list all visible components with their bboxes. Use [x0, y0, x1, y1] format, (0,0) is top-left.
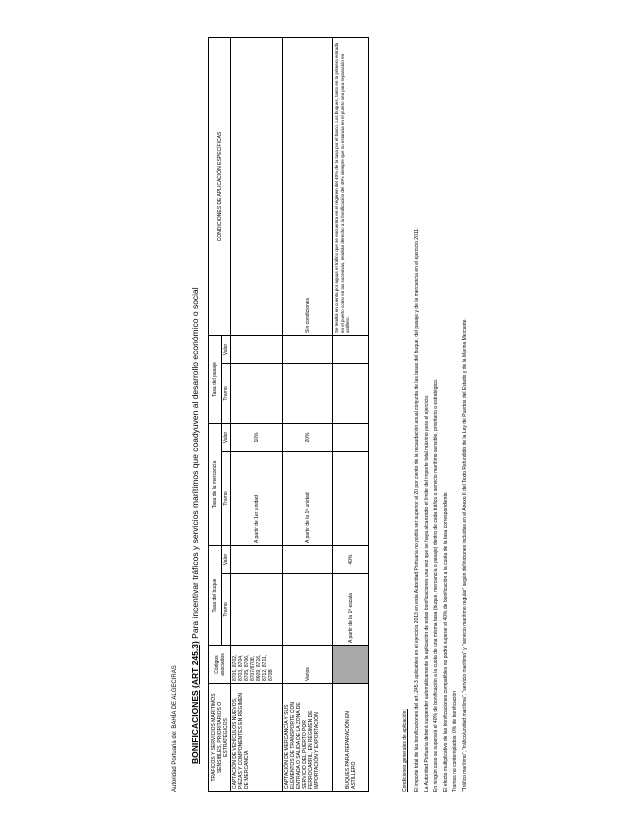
row-pasaje-tramo [283, 363, 333, 423]
condition-item: Tramos no contemplados: 0% de bonificación [452, 691, 458, 792]
row-merc-valor: 20% [283, 423, 333, 451]
bonificaciones-table [208, 37, 369, 792]
row-buque-valor [283, 545, 333, 573]
row-pasaje-tramo [333, 363, 369, 423]
row-buque-tramo: A partir de la 1ª escala [333, 574, 369, 646]
header-tasa-mercancia: Tasa de la mercancía [209, 423, 222, 545]
row-conditions: Se tendrá en cuenta por aguas el tráfico que se encuentra en el régimen del 40% de la tasa por el barco. Los buques, tanto en la primera entrada en el puerto como en las sucesivas, tendrán derecho a la bonificación del 40% siempre que su estancia en el puerto sea para reparación en astillero. [333, 37, 369, 335]
row-buque-valor [231, 545, 283, 573]
header-buque-tramo: Tramo [222, 574, 231, 646]
row-pasaje-tramo [231, 363, 283, 423]
row-traffic: CAPTACIÓN DE VEHÍCULOS NUEVOS, PIEZAS Y COMPONENTES EN RÉGIMEN DE MERCANCÍA [231, 684, 283, 792]
row-traffic: BUQUES PARA REPARACIÓN EN ASTILLERO [333, 684, 369, 792]
header-conditions: CONDICIONES DE APLICACIÓN ESPECÍFICAS [209, 37, 231, 335]
row-pasaje-valor [283, 335, 333, 363]
port-authority-header: Autoridad Portuaria de: BAHÍA DE ALGECIRAS [172, 665, 178, 792]
row-merc-valor [333, 423, 369, 451]
header-pasaje-tramo: Tramo [222, 363, 231, 423]
header-buque-valor: Valor [222, 545, 231, 573]
row-codes: 8701, 8702, 8703, 8704, 8705, 8706, 8707/8708, 8609, 8716, 8712, 8711, 870B [231, 646, 283, 684]
title-description: Para incentivar tráficos y servicios marítimos que coadyuven al desarrollo económico o social [190, 287, 200, 639]
header-merc-tramo: Tramo [222, 451, 231, 545]
table-row [283, 37, 333, 791]
row-buque-valor: 40% [333, 545, 369, 573]
table-row [333, 37, 369, 791]
condition-item: La Autoridad Portuaria deberá suspender automáticamente la aplicación de estas bonificaciones una vez que se haya alcanzado el límite del importe total máximo para el ejercicio. [423, 394, 430, 792]
header-tasa-pasaje: Tasa del pasaje [209, 335, 222, 423]
condition-item: El importe total de las bonificaciones del art. 245.3 aplicables en el ejercicio 2013 en esta Autoridad Portuaria no podrá ser superior al 20 por ciento de la recaudación anual conjunta de las tasas del buque, del pasaje y de la mercancía en el ejercicio 2011. [414, 227, 420, 792]
rotated-page [172, 32, 472, 792]
condition-item: "Tráfico marítimo", "tráfico/unidad marítima", "servicio marítimo" y "servicio marítimo regular" según definiciones incluidas en el Anexo II del Texto Refundido de la Ley de Puertos del Estado y de la Marina Mercante. [461, 318, 468, 792]
general-conditions [402, 38, 471, 792]
row-merc-tramo: A partir de 1er unidad [231, 451, 283, 545]
row-pasaje-valor [333, 335, 369, 363]
title-article: (ART 245.3) [190, 641, 200, 688]
row-merc-tramo [333, 451, 369, 545]
header-tasa-buque: Tasa del buque [209, 545, 222, 645]
row-buque-tramo [283, 574, 333, 646]
header-codes: Códigos asociados [209, 646, 231, 684]
header-merc-valor: Valor [222, 423, 231, 451]
condition-item: En ningún caso se superará el 40% de bonificación a la cuota de una misma tasa (buque, mercancía o pasaje) dentro de cada tráfico o servicio marítimo sensible, prioritario o estratégico. [433, 378, 439, 792]
row-pasaje-valor [231, 335, 283, 363]
row-codes: Varios [283, 646, 333, 684]
condition-item: El efecto multiplicativo de las bonificaciones compatibles no podrá superar el 40% de bonificación a la cuota de la tasa correspondiente. [442, 490, 449, 792]
header-pasaje-valor: Valor [222, 335, 231, 363]
row-merc-tramo: A partir de la 1ª unidad [283, 451, 333, 545]
general-conditions-heading: Condiciones generales de aplicación: [402, 709, 408, 792]
row-conditions [231, 37, 283, 335]
row-traffic: CAPTACIÓN DE MERCANCÍA Y SUS ELEMENTOS DE TRANSPORTE CON ENTRADA O SALIDA DE LA ZONA DE SERVICIO DEL PUERTO POR FERROCARRIL, EN RÉGIMEN DE IMPORTACIÓN Y EXPORTACIÓN [283, 684, 333, 792]
document-title [190, 287, 200, 764]
title-bonificaciones: BONIFICACIONES [190, 690, 200, 764]
row-codes [333, 646, 369, 684]
row-merc-valor: 10% [231, 423, 283, 451]
table-row [231, 37, 283, 791]
header-traffic: TRÁFICOS Y SERVICIOS MARÍTIMOS SENSIBLES, PRIORITARIOS O ESTRATÉGICOS [209, 684, 231, 792]
row-conditions: Sin condiciones [283, 37, 333, 335]
row-buque-tramo [231, 574, 283, 646]
